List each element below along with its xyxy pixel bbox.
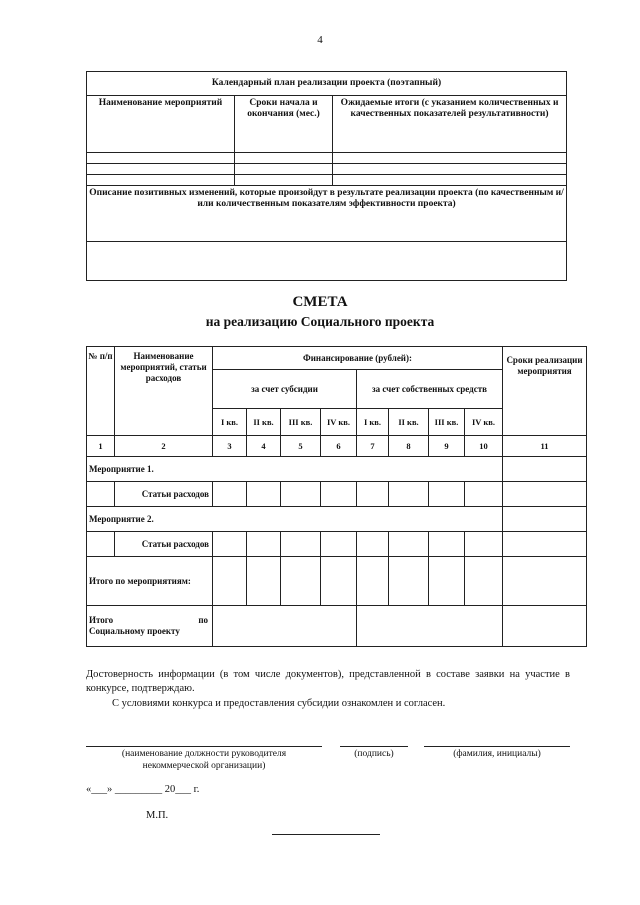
calendar-description-cell bbox=[87, 242, 567, 281]
header-own-funds: за счет собственных средств bbox=[357, 370, 503, 409]
calendar-cell bbox=[333, 175, 567, 186]
agreement-text: С условиями конкурса и предоставления субсидии ознакомлен и согласен. bbox=[112, 698, 446, 709]
table-cell bbox=[281, 532, 321, 557]
column-number: 7 bbox=[357, 436, 389, 457]
table-cell bbox=[357, 606, 503, 647]
table-cell bbox=[389, 482, 429, 507]
total-project-prep: по bbox=[198, 615, 208, 625]
column-number: 1 bbox=[87, 436, 115, 457]
page-number: 4 bbox=[317, 34, 323, 46]
name-caption: (фамилия, инициалы) bbox=[453, 749, 541, 759]
calendar-cell bbox=[235, 164, 333, 175]
calendar-cell bbox=[87, 164, 235, 175]
column-number: 5 bbox=[281, 436, 321, 457]
table-cell bbox=[247, 532, 281, 557]
calendar-cell bbox=[235, 153, 333, 164]
smeta-title: СМЕТА bbox=[292, 294, 348, 310]
calendar-cell bbox=[333, 153, 567, 164]
smeta-subtitle: на реализацию Социального проекта bbox=[205, 314, 435, 329]
quarter-header: I кв. bbox=[213, 409, 247, 436]
calendar-title: Календарный план реализации проекта (поэтапный) bbox=[87, 72, 567, 96]
statement-text: Достоверность информации (в том числе документов), представленной в составе заявки на участие в конкурсе, подтверждаю. bbox=[86, 669, 570, 694]
calendar-cell bbox=[87, 153, 235, 164]
smeta-table bbox=[86, 346, 587, 647]
calendar-header-results: Ожидаемые итоги (с указанием количественных и качественных показателей результативности) bbox=[333, 96, 567, 153]
signature-line bbox=[340, 746, 408, 747]
calendar-plan-table bbox=[86, 71, 567, 281]
header-num: № п/п bbox=[87, 347, 115, 436]
table-cell bbox=[321, 557, 357, 606]
signature-caption: (подпись) bbox=[354, 749, 394, 759]
expense-items-2: Статьи расходов bbox=[115, 532, 213, 557]
quarter-header: III кв. bbox=[281, 409, 321, 436]
table-cell bbox=[213, 532, 247, 557]
table-cell bbox=[357, 557, 389, 606]
column-number: 2 bbox=[115, 436, 213, 457]
table-cell bbox=[503, 482, 587, 507]
calendar-header-dates: Сроки начала и окончания (мес.) bbox=[235, 96, 333, 153]
table-cell bbox=[429, 482, 465, 507]
table-cell bbox=[503, 532, 587, 557]
table-cell bbox=[503, 606, 587, 647]
calendar-cell bbox=[87, 175, 235, 186]
table-cell bbox=[389, 532, 429, 557]
total-project-name: Социальному проекту bbox=[89, 626, 180, 636]
calendar-description: Описание позитивных изменений, которые произойдут в результате реализации проекта (по качественным и/или количественным показателям эффективности проекта) bbox=[87, 186, 567, 242]
table-cell bbox=[213, 557, 247, 606]
table-cell bbox=[87, 532, 115, 557]
header-terms: Сроки реализации мероприятия bbox=[503, 347, 587, 436]
table-cell bbox=[429, 557, 465, 606]
table-cell bbox=[503, 507, 587, 532]
date-line: «___» _________ 20___ г. bbox=[86, 784, 200, 795]
calendar-cell bbox=[235, 175, 333, 186]
event-2-label: Мероприятие 2. bbox=[87, 507, 503, 532]
table-cell bbox=[465, 532, 503, 557]
column-number: 10 bbox=[465, 436, 503, 457]
position-caption: (наименование должности руководителя некоммерческой организации) bbox=[121, 749, 287, 771]
table-cell bbox=[465, 482, 503, 507]
column-number: 9 bbox=[429, 436, 465, 457]
stamp-label: М.П. bbox=[146, 810, 169, 821]
table-cell bbox=[357, 482, 389, 507]
column-number: 11 bbox=[503, 436, 587, 457]
total-project-word: Итого bbox=[89, 615, 114, 625]
quarter-header: III кв. bbox=[429, 409, 465, 436]
total-by-project bbox=[87, 606, 213, 647]
position-line bbox=[86, 746, 322, 747]
table-cell bbox=[247, 557, 281, 606]
total-by-events: Итого по мероприятиям: bbox=[87, 557, 213, 606]
table-cell bbox=[321, 482, 357, 507]
column-number: 8 bbox=[389, 436, 429, 457]
table-cell bbox=[213, 606, 357, 647]
table-cell bbox=[321, 532, 357, 557]
quarter-header: II кв. bbox=[389, 409, 429, 436]
calendar-header-events: Наименование мероприятий bbox=[87, 96, 235, 153]
quarter-header: IV кв. bbox=[321, 409, 357, 436]
header-subsidy: за счет субсидии bbox=[213, 370, 357, 409]
name-line bbox=[424, 746, 570, 747]
stamp-line bbox=[272, 834, 380, 835]
table-cell bbox=[247, 482, 281, 507]
column-number: 6 bbox=[321, 436, 357, 457]
table-cell bbox=[87, 482, 115, 507]
table-cell bbox=[503, 457, 587, 482]
event-1-label: Мероприятие 1. bbox=[87, 457, 503, 482]
column-number: 4 bbox=[247, 436, 281, 457]
quarter-header: I кв. bbox=[357, 409, 389, 436]
table-cell bbox=[465, 557, 503, 606]
table-cell bbox=[281, 557, 321, 606]
quarter-header: IV кв. bbox=[465, 409, 503, 436]
table-cell bbox=[389, 557, 429, 606]
quarter-header: II кв. bbox=[247, 409, 281, 436]
header-financing: Финансирование (рублей): bbox=[213, 347, 503, 370]
table-cell bbox=[503, 557, 587, 606]
table-cell bbox=[429, 532, 465, 557]
table-cell bbox=[213, 482, 247, 507]
table-cell bbox=[357, 532, 389, 557]
table-cell bbox=[281, 482, 321, 507]
header-name: Наименование мероприятий, статьи расходов bbox=[115, 347, 213, 436]
column-number: 3 bbox=[213, 436, 247, 457]
calendar-cell bbox=[333, 164, 567, 175]
expense-items-1: Статьи расходов bbox=[115, 482, 213, 507]
